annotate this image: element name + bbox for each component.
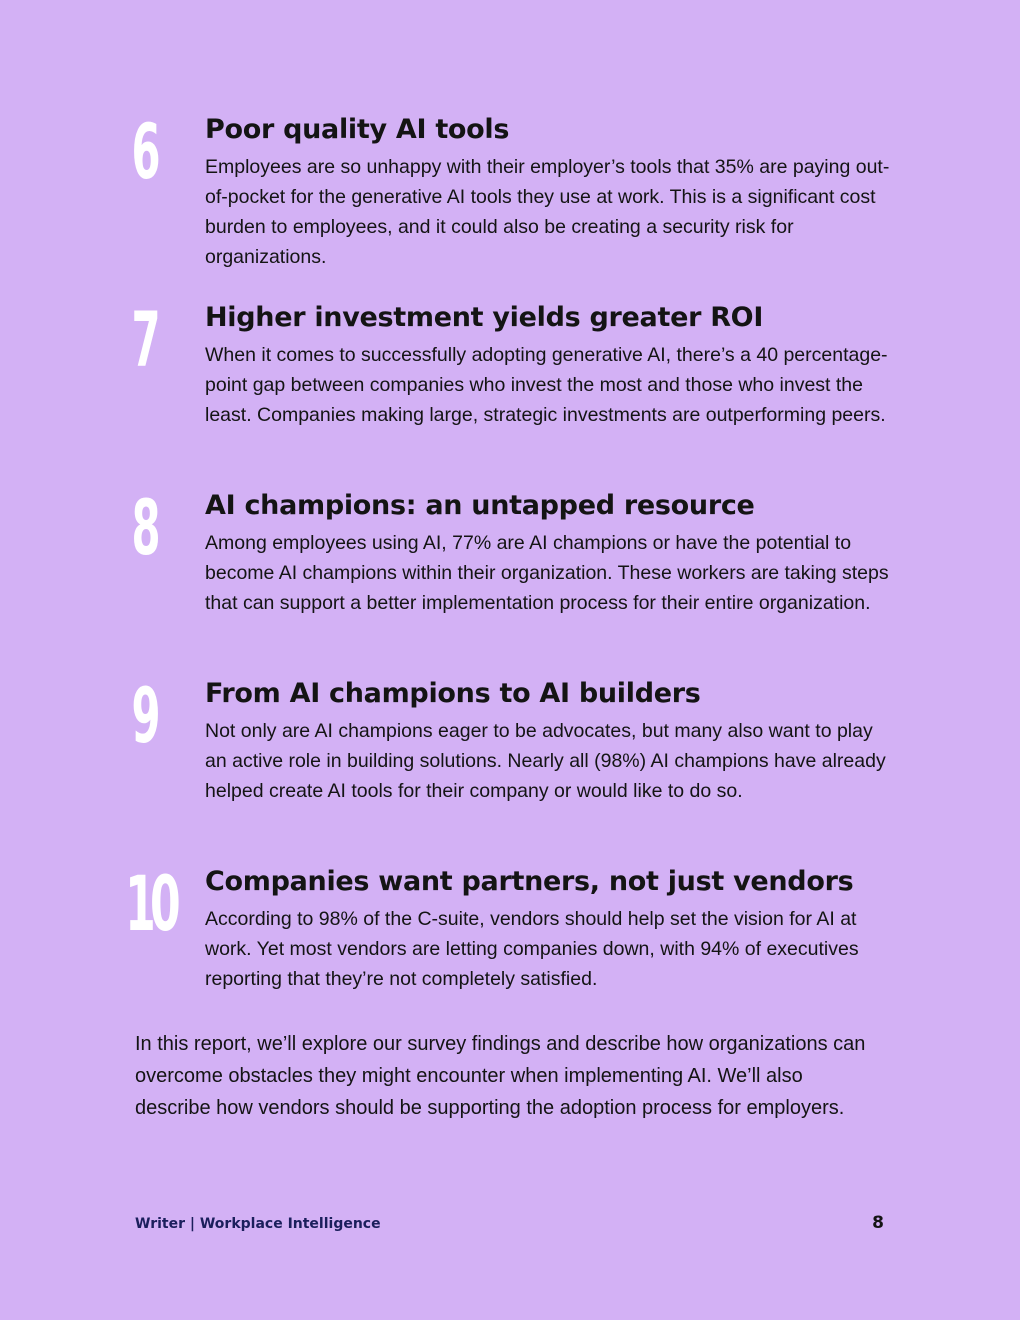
finding-number: 10 — [125, 859, 175, 948]
finding-content — [205, 298, 890, 430]
finding-text: When it comes to successfully adopting generative AI, there’s a 40 percentage-point gap between companies who invest the most and those who invest the least. Companies making large, strategic investments are outperforming peers. — [205, 344, 888, 426]
finding-text: Among employees using AI, 77% are AI champions or have the potential to become AI champions within their organization. These workers are taking steps that can support a better implementation process for their entire organization. — [205, 532, 889, 614]
finding-10 — [110, 859, 890, 1032]
finding-content — [205, 674, 890, 806]
finding-7 — [110, 295, 890, 468]
report-summary: In this report, we’ll explore our survey findings and describe how organizations can overcome obstacles they might encounter when implementing AI. We’ll also describe how vendors should be supporting the adoption process for employers. — [135, 1033, 866, 1119]
finding-9 — [110, 671, 890, 844]
page-number: 8 — [872, 1213, 884, 1233]
finding-number: 6 — [131, 107, 161, 196]
finding-number: 7 — [131, 295, 161, 384]
footer-brand: Writer | Workplace Intelligence — [135, 1216, 381, 1232]
finding-title: Poor quality AI tools — [205, 114, 510, 145]
finding-title: AI champions: an untapped resource — [205, 490, 755, 521]
finding-content — [205, 110, 890, 272]
finding-title: Higher investment yields greater ROI — [205, 302, 764, 333]
finding-6 — [110, 107, 890, 280]
finding-text: Employees are so unhappy with their employer’s tools that 35% are paying out-of-pocket for the generative AI tools they use at work. This is a significant cost burden to employees, and it could also be creating a security risk for organizations. — [205, 156, 890, 268]
finding-title: From AI champions to AI builders — [205, 678, 701, 709]
finding-8 — [110, 483, 890, 656]
finding-content — [205, 862, 890, 994]
finding-content — [205, 486, 890, 618]
finding-title: Companies want partners, not just vendors — [205, 866, 854, 897]
finding-text: Not only are AI champions eager to be advocates, but many also want to play an active role in building solutions. Nearly all (98%) AI champions have already helped create AI tools for their company or would like to do so. — [205, 720, 886, 802]
finding-text: According to 98% of the C-suite, vendors should help set the vision for AI at work. Yet most vendors are letting companies down, with 94% of executives reporting that they’re not completely satisfied. — [205, 908, 859, 990]
finding-number: 8 — [131, 483, 161, 572]
finding-number: 9 — [131, 671, 161, 760]
